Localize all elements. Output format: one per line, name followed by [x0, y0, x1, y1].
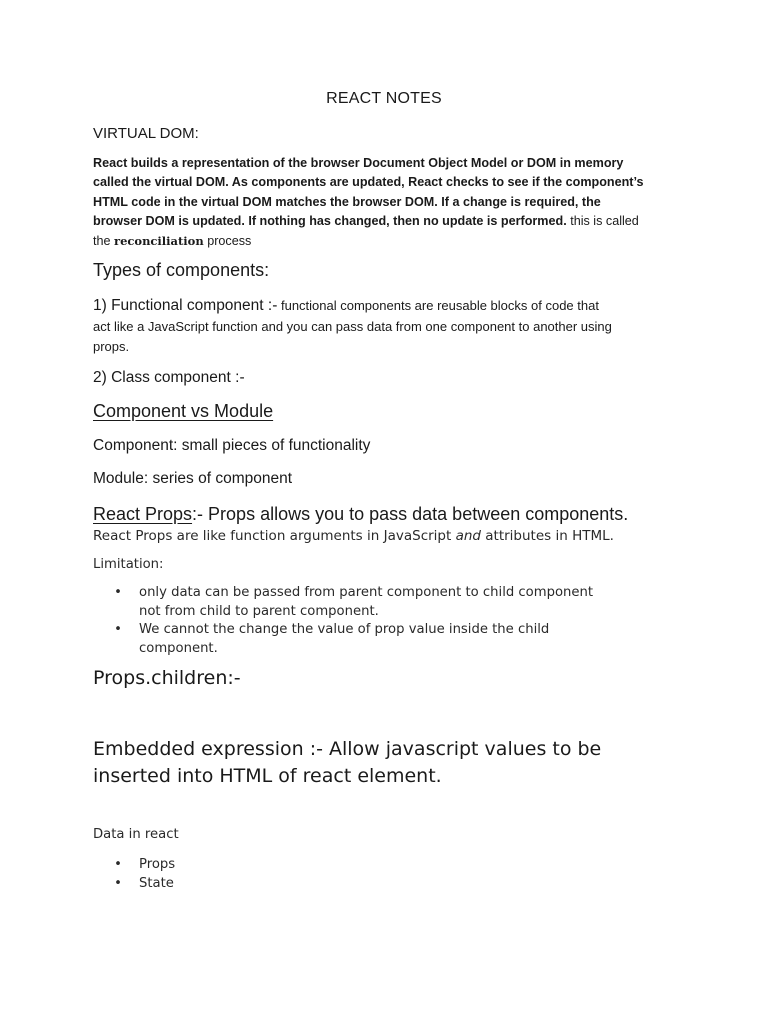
functional-line: props. — [93, 339, 130, 354]
embedded-line: inserted into HTML of react element. — [93, 764, 442, 787]
data-in-react-heading: Data in react — [93, 827, 179, 842]
data-in-react-list — [112, 855, 412, 893]
paragraph-normal-text: this is called — [566, 214, 639, 229]
list-item-text: We cannot the change the value of prop value inside the child — [139, 622, 550, 637]
limitation-list — [112, 584, 672, 658]
class-component-label: 2) Class component :- — [93, 369, 245, 386]
bullet-icon: • — [114, 857, 122, 872]
react-props-description: :- Props allows you to pass data between components. — [192, 504, 629, 524]
page-title: REACT NOTES — [326, 90, 442, 107]
list-item — [112, 874, 412, 893]
list-item-text: not from child to parent component. — [139, 603, 379, 619]
bullet-icon: • — [114, 622, 122, 637]
paragraph-bold-text: browser DOM is updated. If nothing has changed, then no update is performed. — [93, 214, 567, 229]
paragraph-text: the — [93, 233, 115, 248]
paragraph-line: React builds a representation of the browser Document Object Model or DOM in memory — [93, 156, 624, 170]
paragraph-line: called the virtual DOM. As components are updated, React checks to see if the component’s — [93, 175, 644, 190]
bullet-icon: • — [114, 585, 122, 600]
virtual-dom-paragraph — [93, 154, 693, 251]
props-children-heading: Props.children:- — [93, 667, 241, 689]
functional-text: functional components are reusable blocks of code that — [277, 298, 599, 313]
reconciliation-term: reconciliation — [114, 233, 204, 248]
types-heading: Types of components: — [93, 260, 270, 280]
react-props-label: React Props — [93, 504, 193, 524]
subtext-emphasis: and — [455, 528, 481, 544]
list-item-text: component. — [139, 640, 218, 656]
functional-label: 1) Functional component :- — [93, 297, 278, 314]
paragraph-line — [93, 212, 693, 231]
list-item — [112, 855, 412, 874]
component-definition: Component: small pieces of functionality — [93, 437, 371, 454]
react-props-subtext — [93, 528, 614, 544]
embedded-line: Embedded expression :- Allow javascript values to be — [93, 738, 602, 760]
bullet-icon: • — [114, 876, 122, 891]
embedded-expression-section — [93, 736, 713, 789]
react-props-heading — [93, 504, 628, 525]
functional-line: act like a JavaScript function and you can pass data from one component to another using — [93, 318, 612, 334]
paragraph-line — [93, 232, 693, 251]
list-item-text: State — [139, 876, 174, 891]
subtext-part: attributes in HTML. — [480, 528, 614, 544]
list-item-text: only data can be passed from parent component to child component — [139, 585, 594, 600]
list-item — [112, 621, 672, 658]
functional-line — [93, 296, 693, 317]
list-item — [112, 584, 672, 621]
module-definition: Module: series of component — [93, 470, 293, 487]
limitation-label: Limitation: — [93, 557, 164, 572]
list-item-text: Props — [139, 857, 176, 872]
functional-component-section — [93, 296, 693, 358]
subtext-part: React Props are like function arguments in JavaScript — [93, 528, 456, 544]
virtual-dom-heading: VIRTUAL DOM: — [93, 125, 199, 142]
paragraph-text: process — [203, 233, 252, 248]
component-vs-module-heading: Component vs Module — [93, 401, 274, 421]
paragraph-line: HTML code in the virtual DOM matches the browser DOM. If a change is required, the — [93, 194, 601, 209]
